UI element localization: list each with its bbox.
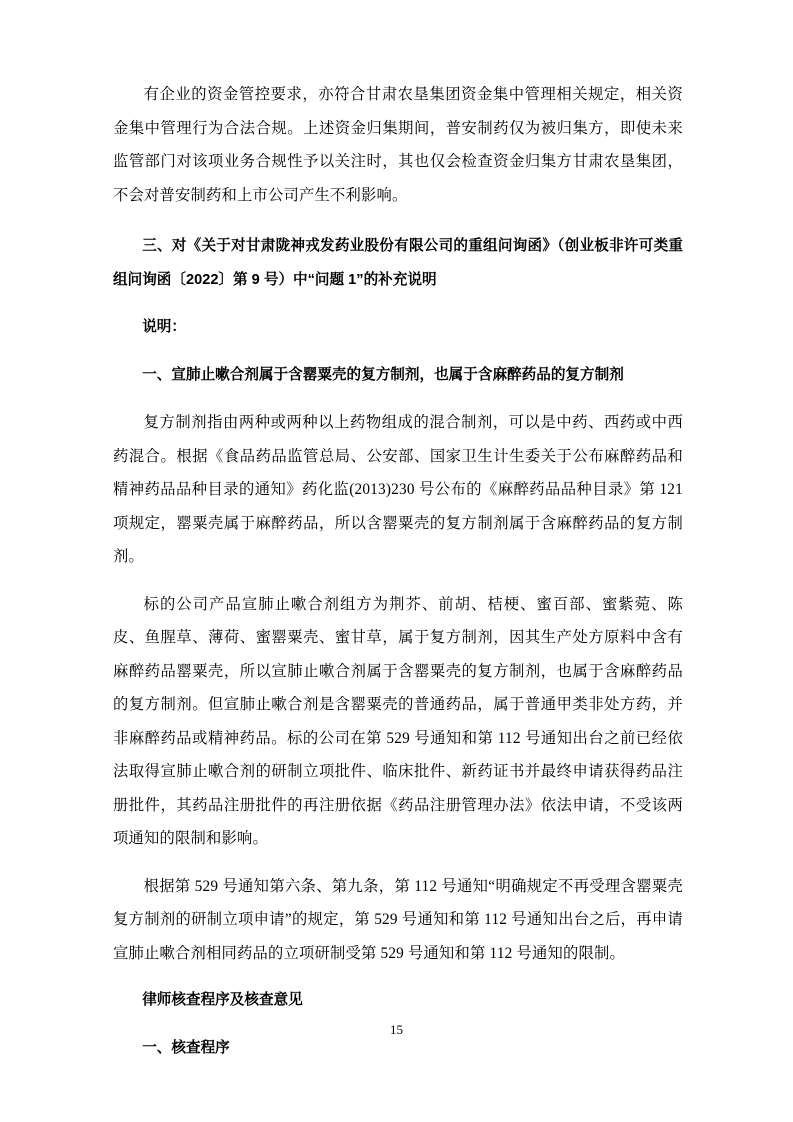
subsection-heading-one: 一、宣肺止嗽合剂属于含罂粟壳的复方制剂，也属于含麻醉药品的复方制剂 [142, 366, 624, 383]
spacer [113, 297, 683, 311]
paragraph-notice-restrictions: 根据第 529 号通知第六条、第九条，第 112 号通知“明确规定不再受理含罂粟壳复方制剂的研制立项申请”的规定，第 529 号通知和第 112 号通知出台之后，再申请宣肺止嗽合剂相同药品的立项研制受第 529 号通知和第 112 号通知的限制。 [113, 877, 683, 962]
page-number: 15 [390, 1022, 403, 1037]
spacer [113, 856, 683, 870]
paragraph-continuation: 有企业的资金管控要求，亦符合甘肃农垦集团资金集中管理相关规定，相关资金集中管理行为合法合规。上述资金归集期间，普安制药仅为被归集方，即使未来监管部门对该项业务合规性予以关注时，其也仅会检查资金归集方甘肃农垦集团，不会对普安制药和上市公司产生不利影响。 [113, 86, 683, 204]
spacer [113, 574, 683, 588]
paragraph-compound-preparation: 复方制剂指由两种或两种以上药物组成的混合制剂，可以是中药、西药或中西药混合。根据《食品药品监管总局、公安部、国家卫生计生委关于公布麻醉药品和精神药品品种目录的通知》药化监(2013)230 号公布的《麻醉药品品种目录》第 121 项规定，罂粟壳属于麻醉药品，所以含罂粟壳的复方制剂属于含麻醉药品的复方制剂。 [113, 414, 683, 565]
spacer [113, 212, 683, 230]
section-heading-three: 三、对《关于对甘肃陇神戎发药业股份有限公司的重组问询函》（创业板非许可类重组问询函〔2022〕第 9 号）中“问题 1”的补充说明 [113, 238, 683, 288]
heading-lawyer-verification: 律师核查程序及核查意见 [142, 992, 303, 1008]
spacer [113, 970, 683, 984]
spacer [113, 392, 683, 406]
paragraph-product-formula: 标的公司产品宣肺止嗽合剂组方为荆芥、前胡、桔梗、蜜百部、蜜紫菀、陈皮、鱼腥草、薄荷、蜜罂粟壳、蜜甘草，属于复方制剂，因其生产处方原料中含有麻醉药品罂粟壳，所以宣肺止嗽合剂属于含罂粟壳的复方制剂，也属于含麻醉药品的复方制剂。但宣肺止嗽合剂是含罂粟壳的普通药品，属于普通甲类非处方药，并非麻醉药品或精神药品。标的公司在第 529 号通知和第 112 号通知出台之前已经依法取得宣肺止嗽合剂的研制立项批件、临床批件、新药证书并最终申请获得药品注册批件，其药品注册批件的再注册依据《药品注册管理办法》依法申请，不受该两项通知的限制和影响。 [113, 595, 683, 847]
page-content [113, 78, 683, 1065]
heading-verification-procedure: 一、核查程序 [142, 1039, 230, 1056]
explanation-label: 说明： [142, 319, 186, 335]
spacer [113, 345, 683, 359]
